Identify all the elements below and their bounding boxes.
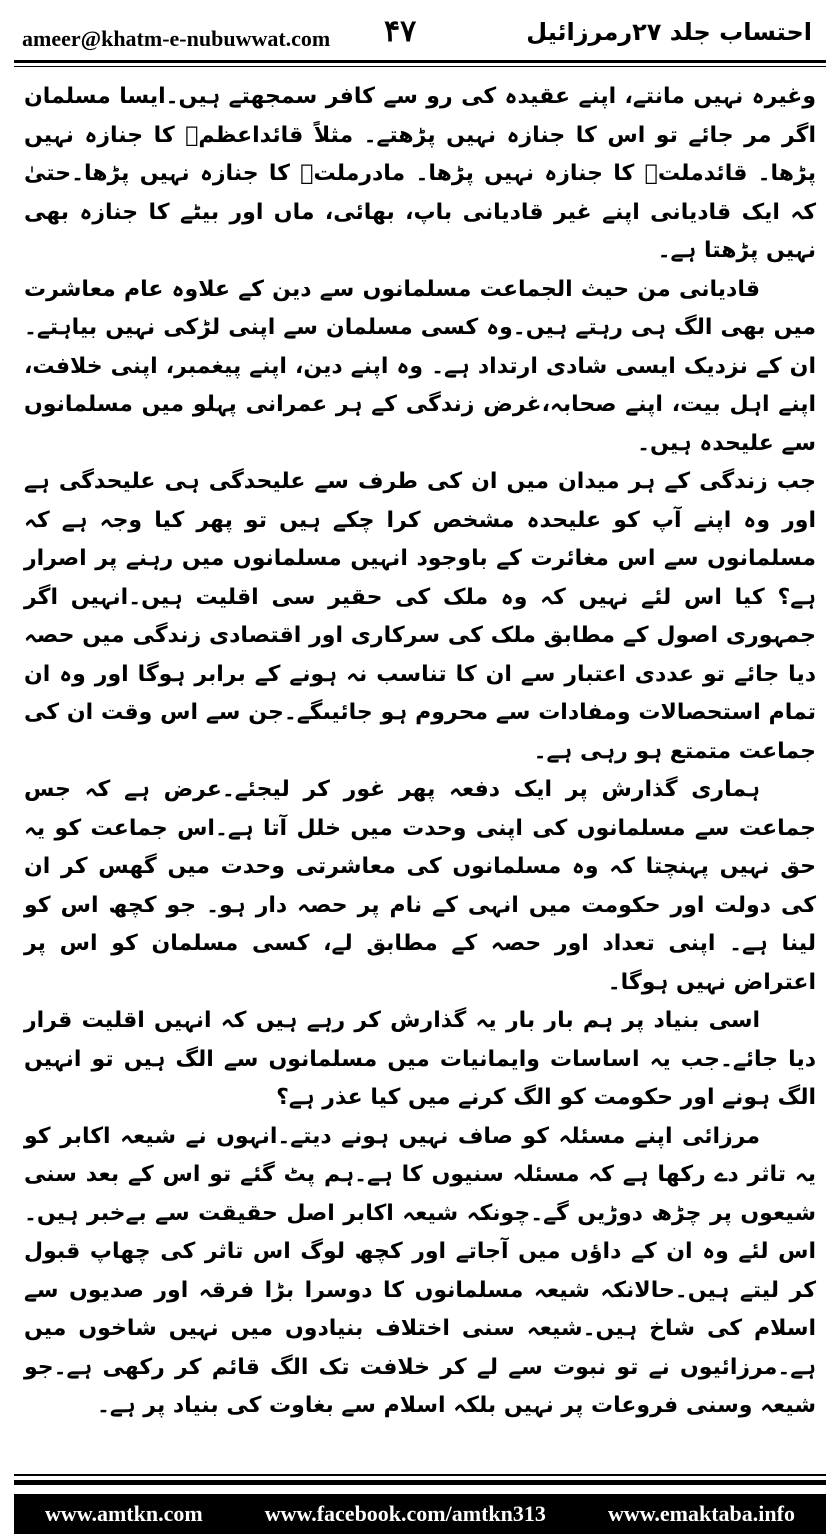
footer-bar	[14, 1494, 826, 1534]
paragraph-5: اسی بنیاد پر ہم بار بار یہ گذارش کر رہے ہیں کہ انہیں اقلیت قرار دیا جائے۔جب یہ اساسات وایمانیات میں مسلمانوں سے الگ ہیں تو انہیں الگ ہونے اور حکومت کو الگ کرنے میں کیا عذر ہے؟	[24, 1008, 816, 1110]
book-title: احتساب جلد ۲۷رمرزائیل	[526, 18, 812, 46]
paragraph-3: جب زندگی کے ہر میدان میں ان کی طرف سے علیحدگی ہی علیحدگی ہے اور وہ اپنے آپ کو علیحدہ مشخص کرا چکے ہیں تو پھر کیا وجہ ہے کہ مسلمانوں سے اس مغائرت کے باوجود انہیں مسلمانوں میں رہنے پر اصرار ہے؟ کیا اس لئے نہیں کہ وہ ملک کی حقیر سی اقلیت ہیں۔انہیں اگر جمہوری اصول کے مطابق ملک کی سرکاری اور اقتصادی زندگی میں حصہ دیا جائے تو عددی اعتبار سے ان کا تناسب نہ ہونے کے برابر ہوگا اور وہ ان تمام استحصالات ومفادات سے محروم ہو جائیںگے۔جن سے اس وقت ان کی جماعت متمتع ہو رہی ہے۔	[24, 469, 816, 764]
paragraph-6: مرزائی اپنے مسئلہ کو صاف نہیں ہونے دیتے۔انہوں نے شیعہ اکابر کو یہ تاثر دے رکھا ہے کہ مسئلہ سنیوں کا ہے۔ہم پٹ گئے تو اس کے بعد سنی شیعوں پر چڑھ دوڑیں گے۔چونکہ شیعہ اکابر اصل حقیقت سے بےخبر ہیں۔اس لئے وہ ان کے داؤں میں آجاتے اور کچھ لوگ اس تاثر کی چھاپ قبول کر لیتے ہیں۔حالانکہ شیعہ مسلمانوں کا دوسرا بڑا فرقہ اور صدیوں سے اسلام کی شاخ ہیں۔شیعہ سنی اختلاف بنیادوں میں نہیں شاخوں میں ہے۔مرزائیوں نے تو نبوت سے لے کر خلافت تک الگ قائم کر رکھی ہے۔جو شیعہ وسنی فروعات پر نہیں بلکہ اسلام سے بغاوت کی بنیاد پر ہے۔	[24, 1123, 816, 1418]
page-number: ۴۷	[384, 14, 417, 49]
paragraph-2: قادیانی من حیث الجماعت مسلمانوں سے دین کے علاوہ عام معاشرت میں بھی الگ ہی رہتے ہیں۔وہ کسی مسلمان سے اپنی لڑکی نہیں بیاہتے۔ان کے نزدیک ایسی شادی ارتداد ہے۔ وہ اپنے دین، اپنے پیغمبر، اپنی خلافت، اپنے اہل بیت، اپنے صحابہ،غرض زندگی کے ہر عمرانی پہلو میں مسلمانوں سے علیحدہ ہیں۔	[24, 276, 816, 456]
header-email: ameer@khatm-e-nubuwwat.com	[22, 26, 331, 51]
header-rule-thin	[14, 66, 826, 67]
footer-link-facebook[interactable]: www.facebook.com/amtkn313	[264, 1501, 546, 1526]
footer-rule-thick	[14, 1480, 826, 1485]
paragraph-4: ہماری گذارش پر ایک دفعہ پھر غور کر لیجئے۔عرض ہے کہ جس جماعت سے مسلمانوں کی اپنی وحدت میں خلل آتا ہے۔اس جماعت کو یہ حق نہیں پہنچتا کہ وہ مسلمانوں کی معاشرتی وحدت میں گھس کر ان کی دولت اور حکومت میں انہی کے نام پر حصہ دار ہو۔ جو کچھ اس کو لینا ہے۔ اپنی تعداد اور حصہ کے مطابق لے، کسی مسلمان کو اس پر اعتراض نہیں ہوگا۔	[24, 777, 816, 995]
footer-rule-thin	[14, 1474, 826, 1476]
page-body	[24, 78, 816, 1426]
footer-link-emaktaba[interactable]: www.emaktaba.info	[607, 1501, 795, 1526]
footer-link-amtkn[interactable]: www.amtkn.com	[45, 1501, 203, 1526]
paragraph-1: وغیرہ نہیں مانتے، اپنے عقیدہ کی رو سے کافر سمجھتے ہیں۔ایسا مسلمان اگر مر جائے تو اس کا جنازہ نہیں پڑھتے۔ مثلاً قائداعظمؒ کا جنازہ نہیں پڑھا۔ قائدملتؒ کا جنازہ نہیں پڑھا۔ مادرملتؒ کا جنازہ نہیں پڑھا۔حتیٰ کہ ایک قادیانی اپنے غیر قادیانی باپ، بھائی، ماں اور بیٹے کا جنازہ بھی نہیں پڑھتا ہے۔	[24, 84, 816, 263]
header-rule-thick	[14, 60, 826, 63]
